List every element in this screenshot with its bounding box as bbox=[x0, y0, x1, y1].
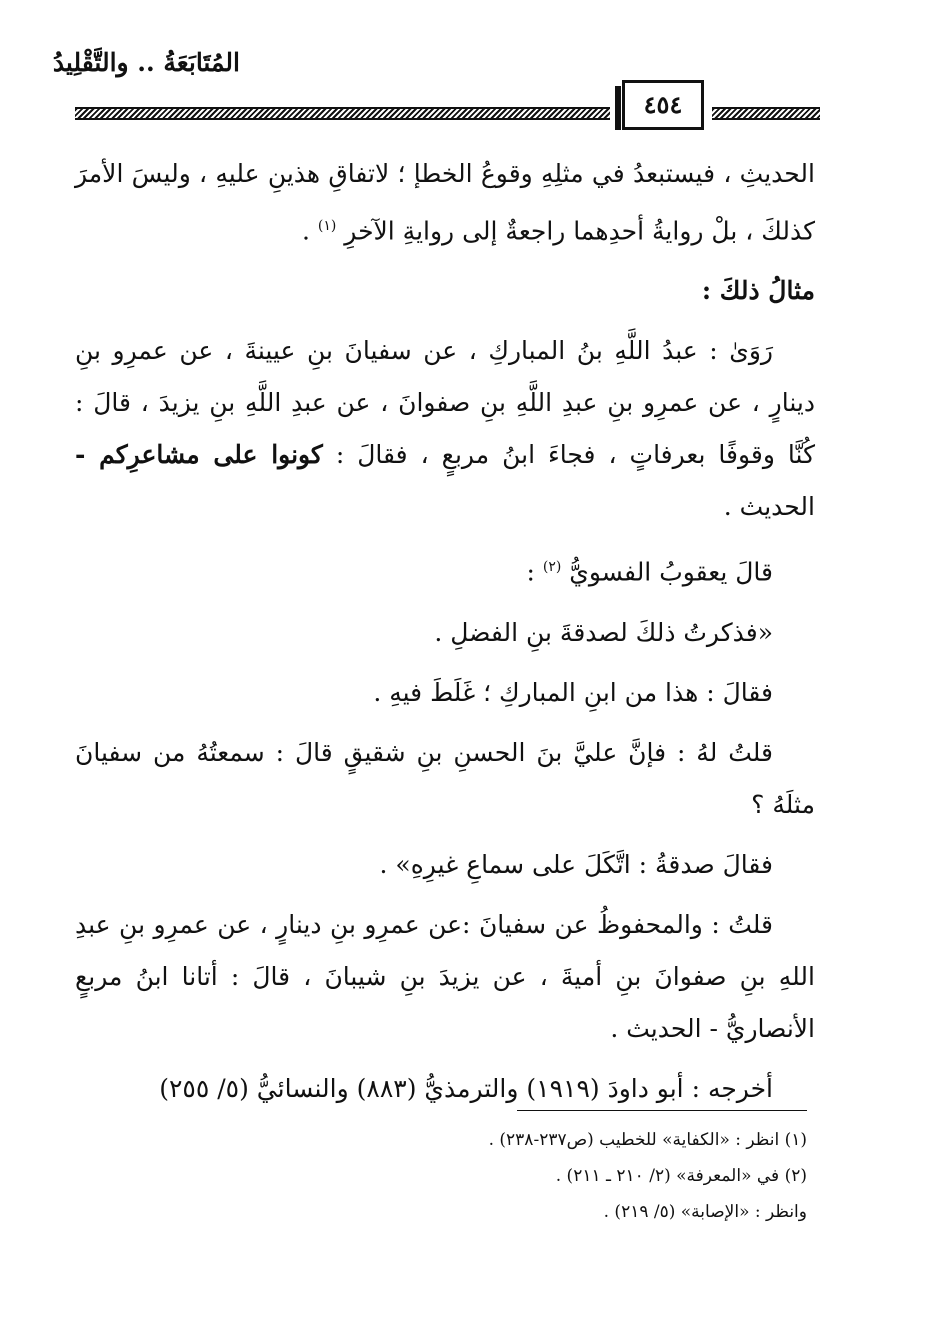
paragraph-1 bbox=[75, 148, 815, 257]
footnote-1: (١) انظر : «الكفاية» للخطيب (ص٢٣٧-٢٣٨) . bbox=[488, 1130, 807, 1150]
running-header-title: المُتَابَعَةُ .. والتَّقْلِيدُ bbox=[52, 48, 240, 77]
footnote-2-continued: وانظر : «الإصابة» (٥/ ٢١٩) . bbox=[603, 1202, 807, 1222]
paragraph-1-end: . bbox=[301, 216, 310, 246]
footnote-separator bbox=[517, 1110, 807, 1111]
paragraph-9: أخرجه : أبو داودَ (١٩١٩) والترمذيُّ (٨٨٣) والنسائيُّ (٥/ ٢٥٥) bbox=[159, 1073, 773, 1103]
paragraph-1-text: الحديثِ ، فيستبعدُ في مثلِهِ وقوعُ الخطإ ؛ لاتفاقِ هذينِ عليهِ ، وليسَ الأمرَ كذلكَ ، بلْ روايةُ أحدِهما راجعةٌ إلى روايةِ الآخرِ bbox=[75, 159, 815, 246]
footnote-2: (٢) في «المعرفة» (٢/ ٢١٠ ـ ٢١١) . bbox=[555, 1166, 807, 1186]
paragraph-2 bbox=[75, 325, 815, 533]
header-rule-right bbox=[712, 107, 820, 120]
footnotes bbox=[207, 1122, 807, 1230]
section-heading: مثالُ ذلكَ : bbox=[701, 276, 815, 306]
paragraph-8: قلتُ : والمحفوظُ عن سفيانَ :عن عمرِو بنِ دينارٍ ، عن عمرِو بنِ عبدِ اللهِ بنِ صفوانَ بنِ أميةَ ، عن يزيدَ بنِ شيبانَ ، قالَ : أتانا ابنُ مربعٍ الأنصاريُّ - الحديث . bbox=[75, 909, 815, 1043]
footnote-ref-1: (١) bbox=[317, 218, 337, 234]
paragraph-2-end: الحديث . bbox=[723, 492, 815, 522]
footnote-ref-2: (٢) bbox=[542, 559, 562, 576]
quote-line-4: فقالَ صدقةُ : اتَّكَلَ على سماعِ غيرِهِ» . bbox=[379, 849, 773, 879]
paragraph-3-text: قالَ يعقوبُ الفسويُّ bbox=[561, 557, 773, 587]
main-text bbox=[75, 148, 815, 1123]
paragraph-2-text: رَوَىٰ : عبدُ اللَّهِ بنُ المباركِ ، عن سفيانَ بنِ عيينةَ ، عن عمرِو بنِ دينارٍ ، عن عمرِو بنِ عبدِ اللَّهِ بنِ صفوانَ ، عن عبدِ اللَّهِ بنِ يزيدَ ، قالَ : كُنَّا وقوفًا بعرفاتٍ ، فجاءَ ابنُ مربعٍ ، فقالَ : bbox=[75, 336, 815, 470]
paragraph-3-end: : bbox=[526, 557, 535, 587]
page-number: ٤٥٤ bbox=[622, 80, 704, 130]
quote-line-3: قلتُ لهُ : فإنَّ عليَّ بنَ الحسنِ بنِ شقيقٍ قالَ : سمعتُهُ من سفيانَ مثلَهُ ؟ bbox=[75, 737, 815, 819]
paragraph-3 bbox=[75, 541, 815, 598]
paragraph-2-bold: كونوا على مشاعرِكم - bbox=[75, 440, 323, 470]
quote-line-2: فقالَ : هذا من ابنِ المباركِ ؛ غَلَطَ فيهِ . bbox=[373, 677, 773, 707]
header-rule-left bbox=[75, 107, 610, 120]
quote-line-1: «فذكرتُ ذلكَ لصدقةَ بنِ الفضلِ . bbox=[434, 617, 773, 647]
